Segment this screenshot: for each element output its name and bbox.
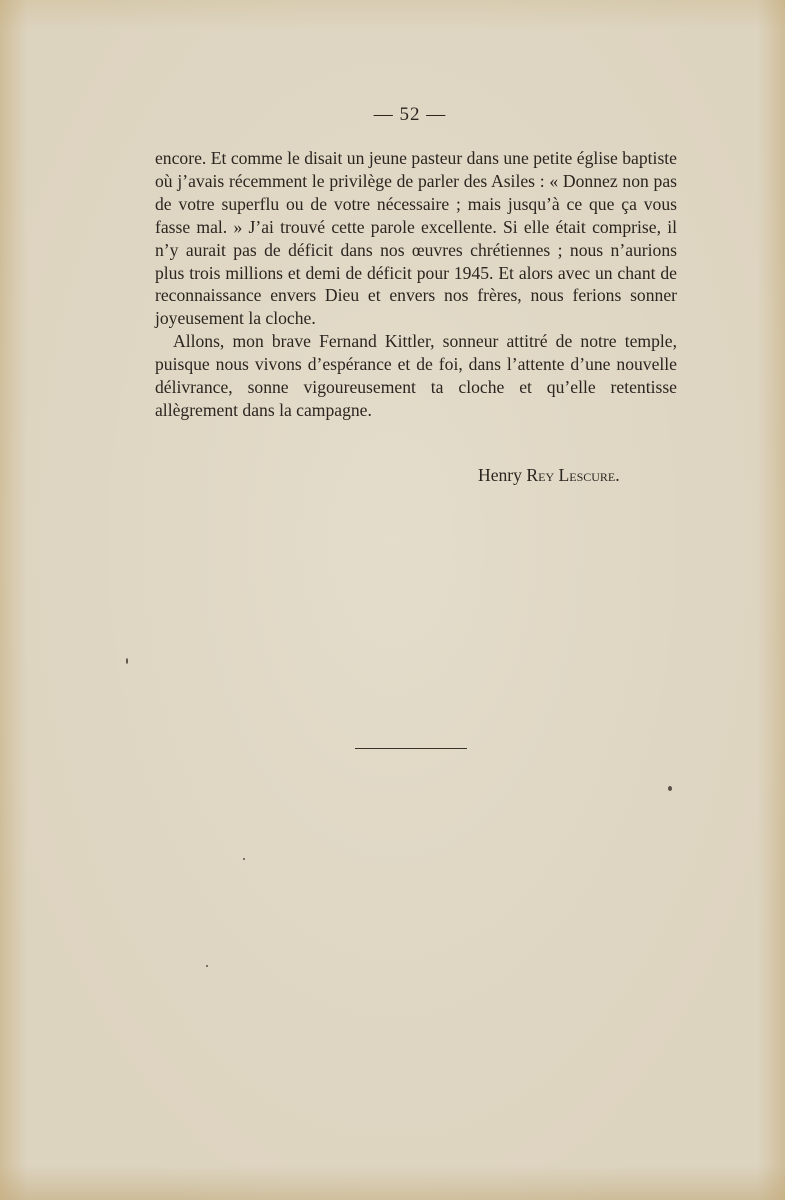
paper-speck	[126, 658, 128, 664]
signature-surname: Rey Lescure.	[526, 465, 620, 485]
body-text	[155, 147, 677, 422]
paper-speck	[243, 858, 245, 860]
paper-speck	[668, 786, 672, 791]
author-signature	[478, 465, 620, 486]
paragraph-2: Allons, mon brave Fernand Kittler, sonneur attitré de notre temple, puisque nous vivons d’espérance et de foi, dans l’attente d’une nouvelle délivrance, sonne vigoureusement ta cloche et qu’elle retentisse allègrement dans la campagne.	[155, 331, 677, 420]
closing-rule	[355, 748, 467, 749]
paragraph-1: encore. Et comme le disait un jeune pasteur dans une petite église baptiste où j’avais récemment le privilège de parler des Asiles : « Donnez non pas de votre superflu ou de votre nécessaire ; mais jusqu’à ce que ça vous fasse mal. » J’ai trouvé cette parole excellente. Si elle était comprise, il n’y aurait pas de déficit dans nos œuvres chrétiennes ; nous n’aurions plus trois millions et demi de déficit pour 1945. Et alors avec un chant de reconnaissance envers Dieu et envers nos frères, nous ferions sonner joyeusement la cloche.	[155, 148, 677, 329]
paper-speck	[206, 965, 208, 967]
page-number: — 52 —	[373, 104, 447, 125]
signature-first-name: Henry	[478, 465, 522, 485]
